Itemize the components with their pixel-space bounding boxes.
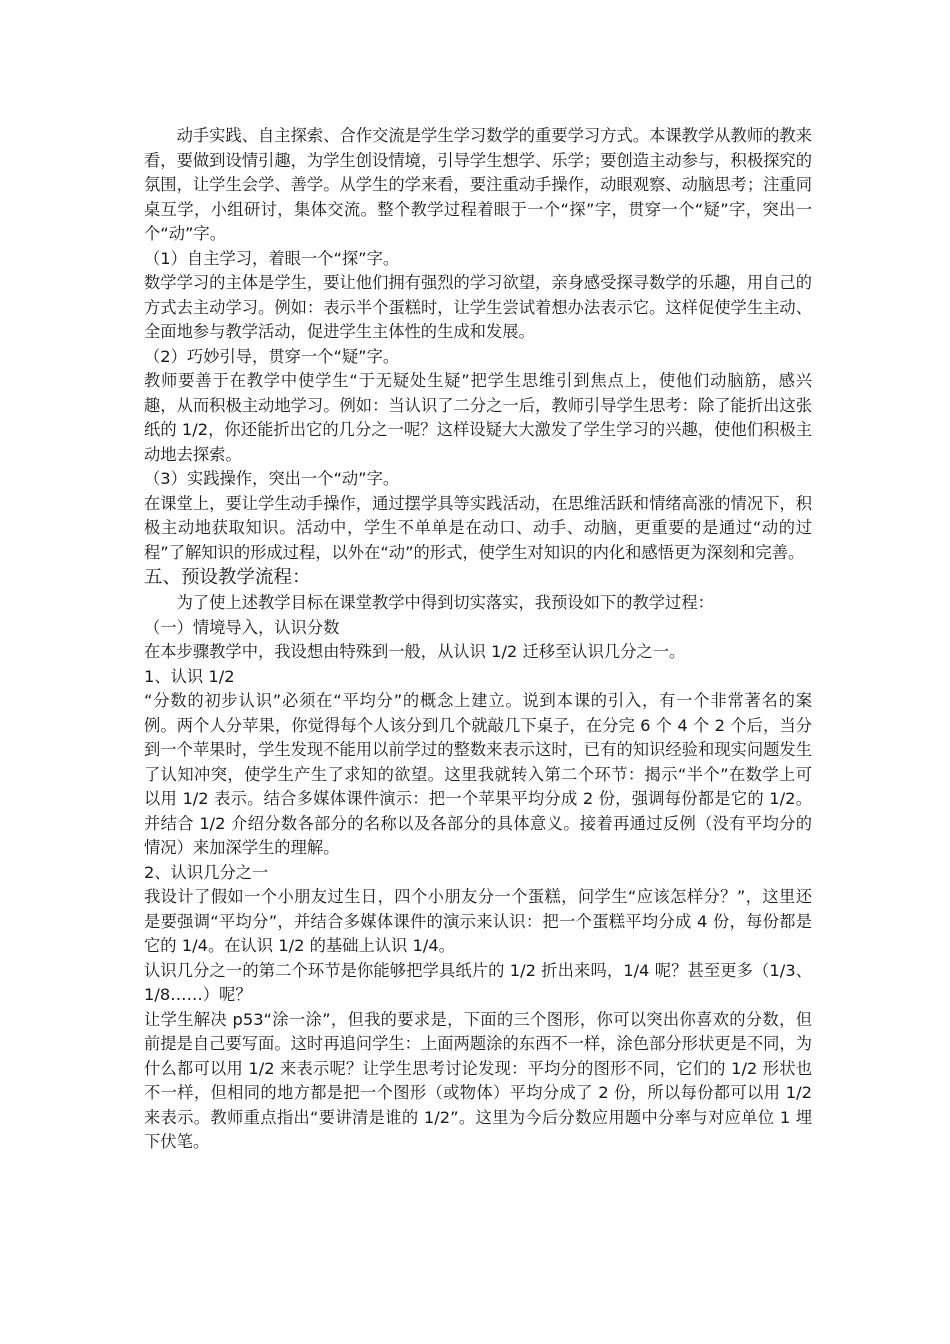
paragraph-process-intro: 为了使上述教学目标在课堂教学中得到切实落实，我预设如下的教学过程： xyxy=(176,593,714,612)
section-heading-five: 五、预设教学流程： xyxy=(144,567,311,588)
subheading-self-study: （1）自主学习，着眼一个“探”字。 xyxy=(144,248,400,268)
document-body xyxy=(144,124,812,1155)
subheading-guidance: （2）巧妙引导，贯穿一个“疑”字。 xyxy=(144,346,400,366)
paragraph-guidance: 教师要善于在教学中使学生“于无疑处生疑”把学生思维引到焦点上，使他们动脑筋，感兴趣，从而积极主动地学习。例如：当认识了二分之一后，教师引导学生思考：除了能折出这张纸的 1/2，你还能折出它的几分之一呢？这样设疑大大激发了学生学习的兴趣，使他们积极主动地去探索。 xyxy=(144,371,812,464)
paragraph-cake: 我设计了假如一个小朋友过生日，四个小朋友分一个蛋糕，问学生“应该怎样分？”，这里还是要强调“平均分”，并结合多媒体课件的演示来认识：把一个蛋糕平均分成 4 份，每份都是它的 1/4。在认识 1/2 的基础上认识 1/4。 xyxy=(144,887,812,955)
paragraph-self-study: 数学学习的主体是学生，要让他们拥有强烈的学习欲望，亲身感受探寻数学的乐趣，用自己的方式去主动学习。例如：表示半个蛋糕时，让学生尝试着想办法表示它。这样促使学生主动、全面地参与教学活动，促进学生主体性的生成和发展。 xyxy=(144,273,812,341)
paragraph-half: “分数的初步认识”必须在“平均分”的概念上建立。说到本课的引入，有一个非常著名的案例。两个人分苹果，你觉得每个人该分到几个就敲几下桌子，在分完 6 个 4 个 2 个后，当分到一个苹果时，学生发现不能用以前学过的整数来表示这时，已有的知识经验和现实问题发生了认知冲突，使学生产生了求知的欲望。这里我就转入第二个环节：揭示“半个”在数学上可以用 1/2 表示。结合多媒体课件演示：把一个苹果平均分成 2 份，强调每份都是它的 1/2。并结合 1/2 介绍分数各部分的名称以及各部分的具体意义。接着再通过反例（没有平均分的情况）来加深学生的理解。 xyxy=(144,691,812,857)
subheading-half: 1、认识 1/2 xyxy=(144,666,235,686)
paragraph-practice: 在课堂上，要让学生动手操作，通过摆学具等实践活动，在思维活跃和情绪高涨的情况下，积极主动地获取知识。活动中，学生不单单是在动口、动手、动脑，更重要的是通过“动的过程”了解知识的形成过程，以外在“动”的形式，使学生对知识的内化和感悟更为深刻和完善。 xyxy=(144,493,812,562)
paragraph-coloring: 让学生解决 p53“涂一涂”，但我的要求是，下面的三个图形，你可以突出你喜欢的分数，但前提是自己要写面。这时再追问学生：上面两题涂的东西不一样，涂色部分形状更是不同，为什么都可以用 1/2 来表示呢？让学生思考讨论发现：平均分的图形不同，它们的 1/2 形状也不一样，但相同的地方都是把一个图形（或物体）平均分成了 2 份，所以每份都可以用 1/2 来表示。教师重点指出“要讲清是谁的 1/2”。这里为今后分数应用题中分率与对应单位 1 埋下伏笔。 xyxy=(144,1009,812,1151)
subheading-fractions: 2、认识几分之一 xyxy=(144,862,269,882)
paragraph-intro: 动手实践、自主探索、合作交流是学生学习数学的重要学习方式。本课教学从教师的教来看，要做到设情引趣，为学生创设情境，引导学生想学、乐学；要创造主动参与，积极探究的氛围，让学生会学、善学。从学生的学来看，要注重动手操作，动眼观察、动脑思考；注重同桌互学，小组研讨，集体交流。整个教学过程着眼于一个“探”字，贯穿一个“疑”字，突出一个“动”字。 xyxy=(144,126,812,243)
subheading-situation: （一）情境导入，认识分数 xyxy=(144,617,340,637)
paragraph-step-intro: 在本步骤教学中，我设想由特殊到一般，从认识 1/2 迁移至认识几分之一。 xyxy=(144,642,686,661)
paragraph-folding: 认识几分之一的第二个环节是你能够把学具纸片的 1/2 折出来吗，1/4 呢？甚至更多（1/3、1/8……）呢？ xyxy=(144,960,812,1004)
subheading-practice: （3）实践操作，突出一个“动”字。 xyxy=(144,469,400,488)
